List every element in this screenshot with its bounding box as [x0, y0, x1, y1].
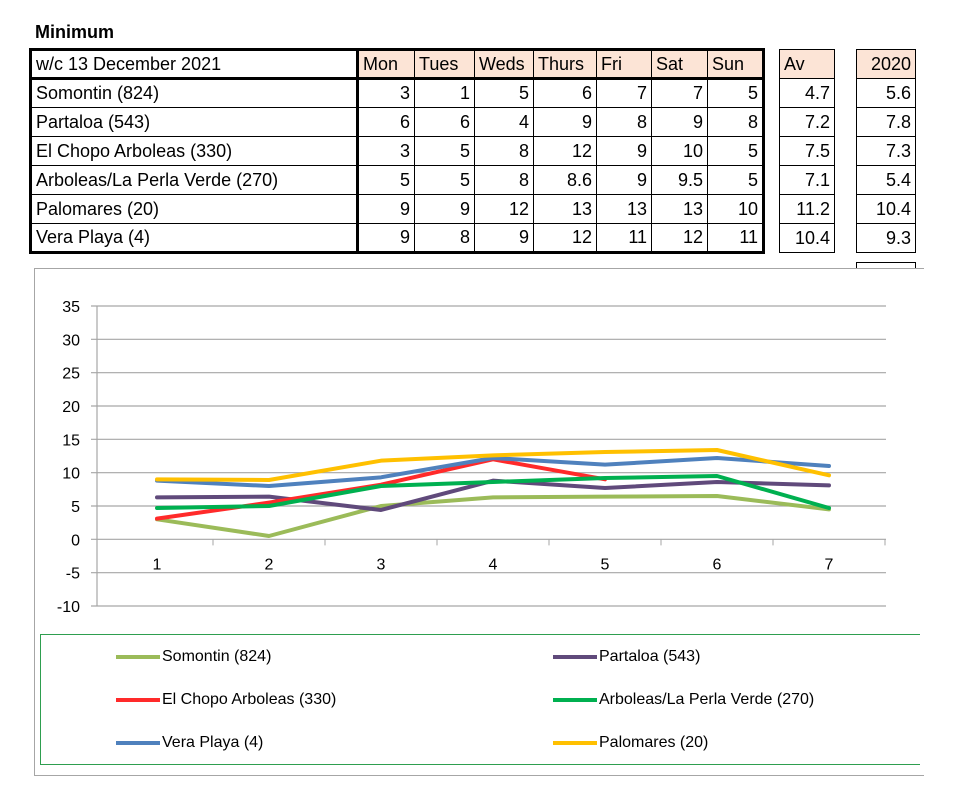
temperature-cell: 8 [597, 108, 652, 137]
temperature-cell: 3 [358, 137, 415, 166]
temperature-cell: 5 [475, 79, 534, 108]
prev-year-header: 2020 [857, 50, 916, 79]
temperature-cell: 5 [415, 137, 475, 166]
temperature-cell: 9 [475, 224, 534, 253]
temperature-cell: 13 [534, 195, 597, 224]
prev-year-cell: 9.3 [857, 224, 916, 253]
legend-label: Somontin (824) [162, 648, 272, 665]
prev-year-cell: 10.4 [857, 195, 916, 224]
day-header: Tues [415, 50, 475, 79]
temperature-cell: 12 [652, 224, 708, 253]
y-tick-label: 35 [62, 299, 80, 316]
average-cell: 7.5 [780, 137, 835, 166]
legend-swatch [553, 655, 597, 659]
temperature-cell: 8.6 [534, 166, 597, 195]
y-tick-label: 10 [62, 465, 80, 483]
temperature-cell: 9 [597, 137, 652, 166]
temperature-cell: 8 [415, 224, 475, 253]
sheet-title: Minimum [35, 22, 114, 42]
average-cell: 10.4 [780, 224, 835, 253]
y-tick-label: 15 [62, 432, 80, 450]
temperature-cell: 11 [708, 224, 764, 253]
chart-legend [40, 634, 920, 765]
temperature-cell: 1 [415, 79, 475, 108]
y-tick-label: -5 [65, 565, 80, 583]
temperature-cell: 6 [534, 79, 597, 108]
temperature-cell: 5 [415, 166, 475, 195]
temperature-cell: 9.5 [652, 166, 708, 195]
day-header: Weds [475, 50, 534, 79]
station-name: Vera Playa (4) [31, 224, 358, 253]
temperature-cell: 9 [358, 224, 415, 253]
temperature-cell: 13 [652, 195, 708, 224]
day-header: Mon [358, 50, 415, 79]
station-name: El Chopo Arboleas (330) [31, 137, 358, 166]
prev-year-cell: 5.6 [857, 79, 916, 108]
y-tick-label: -10 [56, 599, 80, 616]
prev-year-cell: 7.3 [857, 137, 916, 166]
temperature-cell: 9 [652, 108, 708, 137]
legend-item [116, 688, 336, 712]
x-tick-label: 2 [264, 556, 274, 574]
legend-label: Arboleas/La Perla Verde (270) [599, 691, 815, 708]
y-tick-label: 20 [62, 399, 80, 416]
av-header: Av [780, 50, 835, 79]
legend-swatch [553, 698, 597, 702]
temperature-cell: 4 [475, 108, 534, 137]
x-tick-label: 6 [712, 556, 722, 574]
temperature-cell: 11 [597, 224, 652, 253]
legend-item [116, 645, 271, 669]
temperature-cell: 5 [708, 166, 764, 195]
temperature-cell: 9 [597, 166, 652, 195]
legend-swatch [116, 698, 160, 702]
temperature-cell: 12 [534, 224, 597, 253]
temperature-cell: 10 [708, 195, 764, 224]
prev-year-cell: 7.8 [857, 108, 916, 137]
temperature-cell: 7 [652, 79, 708, 108]
temperature-cell: 5 [708, 137, 764, 166]
day-header: Thurs [534, 50, 597, 79]
legend-swatch [116, 741, 160, 745]
temperature-cell: 6 [415, 108, 475, 137]
x-tick-label: 3 [376, 556, 386, 574]
legend-swatch [116, 655, 160, 659]
y-tick-label: 5 [71, 499, 80, 516]
y-tick-label: 0 [71, 532, 80, 550]
temperature-cell: 10 [652, 137, 708, 166]
temperature-cell: 12 [475, 195, 534, 224]
temperature-cell: 12 [534, 137, 597, 166]
temperature-cell: 8 [708, 108, 764, 137]
legend-label: El Chopo Arboleas (330) [162, 691, 337, 708]
y-tick-label: 30 [62, 332, 80, 350]
temperature-cell: 8 [475, 137, 534, 166]
temperature-cell: 9 [534, 108, 597, 137]
temperature-cell: 6 [358, 108, 415, 137]
x-tick-label: 1 [152, 556, 162, 574]
station-name: Somontin (824) [31, 79, 358, 108]
average-cell: 11.2 [780, 195, 835, 224]
series-line [157, 496, 829, 536]
average-cell: 4.7 [780, 79, 835, 108]
legend-label: Partaloa (543) [599, 648, 701, 665]
prev-year-cell: 5.4 [857, 166, 916, 195]
temperature-cell: 7 [597, 79, 652, 108]
temperature-cell: 13 [597, 195, 652, 224]
temperature-cell: 8 [475, 166, 534, 195]
legend-item [553, 688, 814, 712]
day-header: Sat [652, 50, 708, 79]
temperature-cell: 5 [358, 166, 415, 195]
legend-label: Vera Playa (4) [162, 734, 264, 751]
y-tick-label: 25 [62, 365, 80, 383]
x-tick-label: 4 [488, 556, 498, 574]
temperature-cell: 3 [358, 79, 415, 108]
temperature-cell: 9 [415, 195, 475, 224]
x-tick-label: 5 [600, 556, 610, 574]
legend-swatch [553, 741, 597, 745]
average-cell: 7.1 [780, 166, 835, 195]
day-header: Fri [597, 50, 652, 79]
x-tick-label: 7 [824, 556, 834, 574]
temperature-cell: 9 [358, 195, 415, 224]
average-cell: 7.2 [780, 108, 835, 137]
legend-item [116, 731, 263, 755]
station-name: Palomares (20) [31, 195, 358, 224]
day-header: Sun [708, 50, 764, 79]
station-name: Arboleas/La Perla Verde (270) [31, 166, 358, 195]
series-line [157, 450, 829, 480]
station-name: Partaloa (543) [31, 108, 358, 137]
legend-label: Palomares (20) [599, 734, 709, 751]
temperature-cell: 5 [708, 79, 764, 108]
week-label: w/c 13 December 2021 [31, 50, 358, 79]
legend-item [553, 731, 708, 755]
legend-item [553, 645, 700, 669]
